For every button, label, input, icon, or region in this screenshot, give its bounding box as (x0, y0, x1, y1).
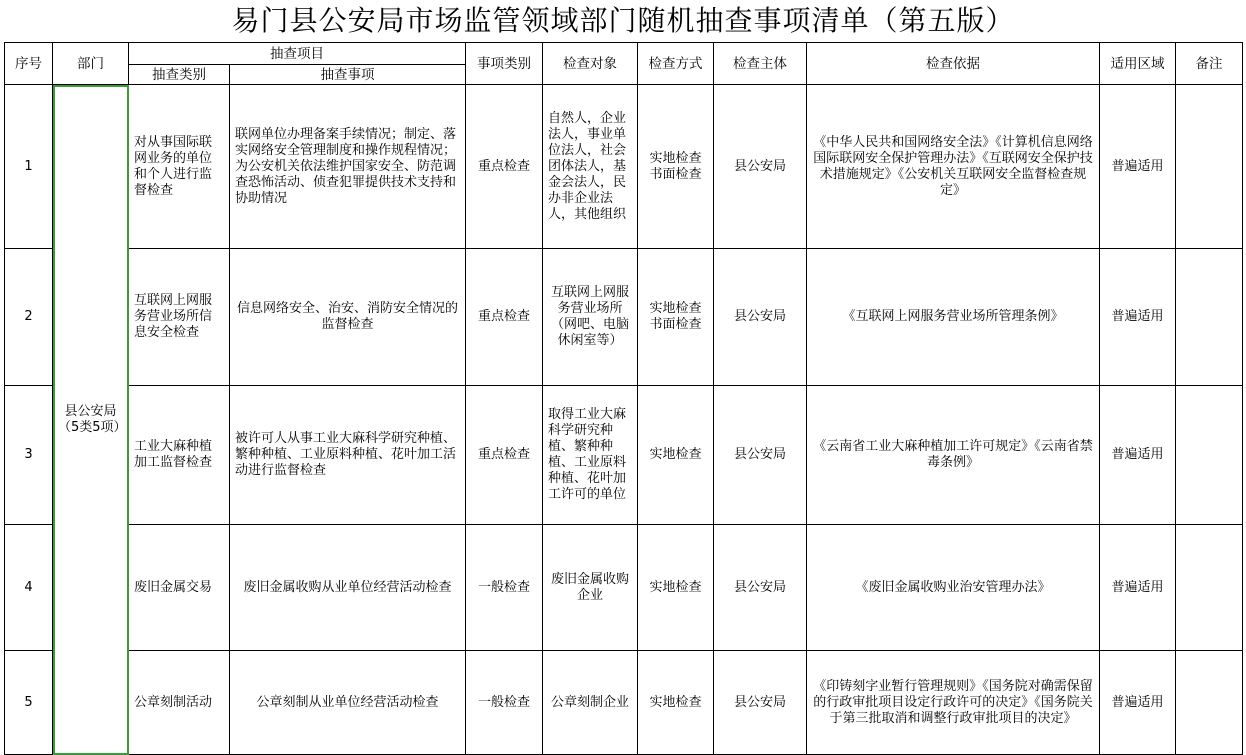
header-region: 适用区域 (1100, 43, 1176, 85)
row-item: 公章刻制从业单位经营活动检查 (230, 651, 466, 755)
table-row (5, 85, 1243, 249)
row-basis: 《互联网上网服务营业场所管理条例》 (807, 249, 1100, 386)
row-item: 废旧金属收购从业单位经营活动检查 (230, 525, 466, 651)
row-seq: 4 (5, 525, 53, 651)
row-subject: 县公安局 (714, 386, 807, 525)
table-row (5, 386, 1243, 525)
row-region: 普遍适用 (1100, 85, 1176, 249)
header-category: 抽查类别 (129, 65, 230, 85)
row-category: 公章刻制活动 (129, 651, 230, 755)
table-row (5, 651, 1243, 755)
row-target: 互联网上网服务营业场所（网吧、电脑休闲室等） (543, 249, 638, 386)
row-category: 工业大麻种植加工监督检查 (129, 386, 230, 525)
row-type: 重点检查 (466, 85, 543, 249)
table-row (5, 525, 1243, 651)
row-region: 普遍适用 (1100, 249, 1176, 386)
row-type: 重点检查 (466, 386, 543, 525)
row-method: 实地检查 书面检查 (638, 249, 714, 386)
row-category: 废旧金属交易 (129, 525, 230, 651)
header-project: 抽查项目 (129, 43, 466, 65)
row-seq: 2 (5, 249, 53, 386)
row-category: 互联网上网服务营业场所信息安全检查 (129, 249, 230, 386)
row-method: 实地检查 (638, 525, 714, 651)
table-row (5, 249, 1243, 386)
row-category: 对从事国际联网业务的单位和个人进行监督检查 (129, 85, 230, 249)
row-type: 重点检查 (466, 249, 543, 386)
header-subject: 检查主体 (714, 43, 807, 85)
row-target: 取得工业大麻科学研究种植、繁种种植、工业原料种植、花叶加工许可的单位 (543, 386, 638, 525)
header-basis: 检查依据 (807, 43, 1100, 85)
row-seq: 1 (5, 85, 53, 249)
row-target: 公章刻制企业 (543, 651, 638, 755)
row-subject: 县公安局 (714, 85, 807, 249)
row-item: 信息网络安全、治安、消防安全情况的监督检查 (230, 249, 466, 386)
row-seq: 5 (5, 651, 53, 755)
page-title: 易门县公安局市场监管领域部门随机抽查事项清单（第五版） (231, 4, 1015, 37)
row-subject: 县公安局 (714, 525, 807, 651)
header-remark: 备注 (1176, 43, 1243, 85)
header-item: 抽查事项 (230, 65, 466, 85)
row-remark (1176, 651, 1243, 755)
row-type: 一般检查 (466, 525, 543, 651)
department-cell: 县公安局（5类5项） (53, 85, 129, 755)
row-basis: 《云南省工业大麻种植加工许可规定》《云南省禁毒条例》 (807, 386, 1100, 525)
row-target: 废旧金属收购企业 (543, 525, 638, 651)
inspection-table (4, 42, 1243, 755)
row-target: 自然人，企业法人，事业单位法人，社会团体法人，基金会法人，民办非企业法人，其他组织 (543, 85, 638, 249)
header-method: 检查方式 (638, 43, 714, 85)
header-seq: 序号 (5, 43, 53, 85)
header-dept: 部门 (53, 43, 129, 85)
row-region: 普遍适用 (1100, 651, 1176, 755)
row-region: 普遍适用 (1100, 386, 1176, 525)
row-type: 一般检查 (466, 651, 543, 755)
row-remark (1176, 525, 1243, 651)
row-basis: 《中华人民共和国网络安全法》《计算机信息网络国际联网安全保护管理办法》《互联网安全保护技术措施规定》《公安机关互联网安全监督检查规定》 (807, 85, 1100, 249)
row-basis: 《废旧金属收购业治安管理办法》 (807, 525, 1100, 651)
header-target: 检查对象 (543, 43, 638, 85)
row-remark (1176, 249, 1243, 386)
row-item: 被许可人从事工业大麻科学研究种植、繁种种植、工业原料种植、花叶加工活动进行监督检查 (230, 386, 466, 525)
row-method: 实地检查 (638, 386, 714, 525)
row-method: 实地检查 (638, 651, 714, 755)
row-remark (1176, 386, 1243, 525)
row-subject: 县公安局 (714, 651, 807, 755)
row-subject: 县公安局 (714, 249, 807, 386)
row-item: 联网单位办理备案手续情况；制定、落实网络安全管理制度和操作规程情况；为公安机关依法维护国家安全、防范调查恐怖活动、侦查犯罪提供技术支持和协助情况 (230, 85, 466, 249)
row-remark (1176, 85, 1243, 249)
header-type: 事项类别 (466, 43, 543, 85)
row-seq: 3 (5, 386, 53, 525)
row-region: 普遍适用 (1100, 525, 1176, 651)
row-basis: 《印铸刻字业暂行管理规则》《国务院对确需保留的行政审批项目设定行政许可的决定》《国务院关于第三批取消和调整行政审批项目的决定》 (807, 651, 1100, 755)
row-method: 实地检查 书面检查 (638, 85, 714, 249)
